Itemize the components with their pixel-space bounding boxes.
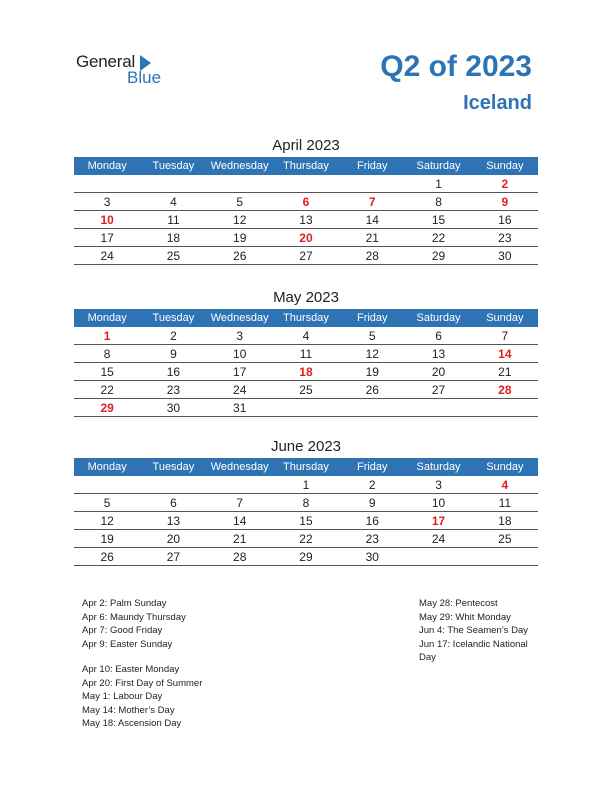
day-cell: 26 <box>74 548 140 566</box>
day-cell: 1 <box>405 175 471 193</box>
holiday-notes-left <box>82 597 202 731</box>
month-title: June 2023 <box>270 438 342 455</box>
week-row <box>74 211 538 229</box>
weekday-header: Saturday <box>405 157 471 175</box>
day-cell: 27 <box>405 381 471 399</box>
holiday-note: Jun 4: The Seamen’s Day <box>419 625 528 636</box>
week-row <box>74 193 538 211</box>
day-cell: 8 <box>74 345 140 363</box>
day-cell: 19 <box>339 363 405 381</box>
day-cell: 31 <box>207 399 273 417</box>
weekday-header-row <box>74 157 538 175</box>
empty-day-cell <box>472 399 538 417</box>
weekday-header: Friday <box>339 157 405 175</box>
day-cell: 30 <box>472 247 538 265</box>
day-cell: 24 <box>207 381 273 399</box>
day-cell: 11 <box>472 494 538 512</box>
week-row <box>74 327 538 345</box>
month-june <box>74 436 538 566</box>
day-cell: 17 <box>207 363 273 381</box>
empty-day-cell <box>273 175 339 193</box>
weekday-header: Thursday <box>273 157 339 175</box>
week-row <box>74 494 538 512</box>
day-cell: 17 <box>74 229 140 247</box>
day-cell: 29 <box>405 247 471 265</box>
day-cell: 2 <box>140 327 206 345</box>
day-cell: 15 <box>273 512 339 530</box>
weekday-header: Wednesday <box>207 157 273 175</box>
weekday-header: Tuesday <box>140 458 206 476</box>
day-cell: 20 <box>273 229 339 247</box>
day-cell: 5 <box>339 327 405 345</box>
month-title: April 2023 <box>272 137 340 154</box>
weekday-header-row <box>74 309 538 327</box>
day-cell: 6 <box>405 327 471 345</box>
day-cell: 11 <box>140 211 206 229</box>
weekday-header: Saturday <box>405 309 471 327</box>
day-cell: 25 <box>472 530 538 548</box>
day-cell: 13 <box>273 211 339 229</box>
holiday-note: Apr 9: Easter Sunday <box>82 638 173 650</box>
day-cell: 13 <box>140 512 206 530</box>
day-cell: 2 <box>339 476 405 494</box>
empty-day-cell <box>140 476 206 494</box>
day-cell: 16 <box>472 211 538 229</box>
day-cell: 18 <box>472 512 538 530</box>
day-cell: 14 <box>472 345 538 363</box>
logo-text-blue: Blue <box>127 68 162 87</box>
week-row <box>74 548 538 566</box>
day-cell: 1 <box>74 327 140 345</box>
holiday-note: May 29: Whit Monday <box>419 611 511 623</box>
day-cell: 7 <box>339 193 405 211</box>
day-cell: 13 <box>405 345 471 363</box>
day-cell: 10 <box>74 211 140 229</box>
day-cell: 23 <box>472 229 538 247</box>
week-row <box>74 229 538 247</box>
day-cell: 18 <box>140 229 206 247</box>
day-cell: 15 <box>405 211 471 229</box>
day-cell: 14 <box>207 512 273 530</box>
holiday-note: May 1: Labour Day <box>82 691 163 702</box>
day-cell: 26 <box>207 247 273 265</box>
day-cell: 27 <box>273 247 339 265</box>
day-cell: 17 <box>405 512 471 530</box>
holiday-note: May 18: Ascension Day <box>82 718 182 729</box>
weekday-header: Thursday <box>273 458 339 476</box>
day-cell: 16 <box>140 363 206 381</box>
month-title: May 2023 <box>273 289 339 306</box>
holiday-note: Apr 6: Maundy Thursday <box>82 611 186 623</box>
month-may <box>74 287 538 417</box>
day-cell: 2 <box>472 175 538 193</box>
holiday-notes-right <box>419 597 539 665</box>
calendar-grid <box>74 458 538 566</box>
day-cell: 25 <box>140 247 206 265</box>
day-cell: 12 <box>207 211 273 229</box>
day-cell: 26 <box>339 381 405 399</box>
month-april <box>74 135 538 265</box>
day-cell: 28 <box>207 548 273 566</box>
spacer <box>82 651 202 663</box>
day-cell: 7 <box>472 327 538 345</box>
day-cell: 15 <box>74 363 140 381</box>
empty-day-cell <box>405 399 471 417</box>
holiday-note: Apr 7: Good Friday <box>82 625 163 636</box>
day-cell: 12 <box>339 345 405 363</box>
day-cell: 29 <box>74 399 140 417</box>
day-cell: 20 <box>405 363 471 381</box>
calendar-grid <box>74 309 538 417</box>
weekday-header: Monday <box>74 309 140 327</box>
page-title: Q2 of 2023 <box>380 50 532 83</box>
empty-day-cell <box>207 476 273 494</box>
day-cell: 6 <box>140 494 206 512</box>
weekday-header: Tuesday <box>140 157 206 175</box>
weekday-header: Sunday <box>472 309 538 327</box>
holiday-note: Apr 20: First Day of Summer <box>82 677 203 689</box>
day-cell: 28 <box>472 381 538 399</box>
day-cell: 8 <box>273 494 339 512</box>
day-cell: 3 <box>74 193 140 211</box>
weekday-header: Monday <box>74 458 140 476</box>
day-cell: 16 <box>339 512 405 530</box>
empty-day-cell <box>74 175 140 193</box>
day-cell: 4 <box>273 327 339 345</box>
day-cell: 4 <box>140 193 206 211</box>
day-cell: 6 <box>273 193 339 211</box>
day-cell: 8 <box>405 193 471 211</box>
empty-day-cell <box>339 175 405 193</box>
empty-day-cell <box>273 399 339 417</box>
holiday-note: Apr 2: Palm Sunday <box>82 598 167 609</box>
weekday-header: Thursday <box>273 309 339 327</box>
day-cell: 14 <box>339 211 405 229</box>
page-subtitle: Iceland <box>463 92 532 114</box>
day-cell: 4 <box>472 476 538 494</box>
weekday-header: Tuesday <box>140 309 206 327</box>
week-row <box>74 247 538 265</box>
empty-day-cell <box>140 175 206 193</box>
week-row <box>74 381 538 399</box>
day-cell: 5 <box>207 193 273 211</box>
day-cell: 10 <box>207 345 273 363</box>
weekday-header: Wednesday <box>207 458 273 476</box>
day-cell: 10 <box>405 494 471 512</box>
day-cell: 21 <box>472 363 538 381</box>
day-cell: 27 <box>140 548 206 566</box>
day-cell: 21 <box>207 530 273 548</box>
weekday-header: Wednesday <box>207 309 273 327</box>
calendar-grid <box>74 157 538 265</box>
day-cell: 19 <box>74 530 140 548</box>
day-cell: 22 <box>273 530 339 548</box>
day-cell: 3 <box>207 327 273 345</box>
day-cell: 9 <box>472 193 538 211</box>
day-cell: 11 <box>273 345 339 363</box>
day-cell: 9 <box>140 345 206 363</box>
day-cell: 24 <box>405 530 471 548</box>
week-row <box>74 175 538 193</box>
week-row <box>74 345 538 363</box>
day-cell: 20 <box>140 530 206 548</box>
holiday-note: Jun 17: Icelandic National Day <box>419 638 528 663</box>
day-cell: 22 <box>405 229 471 247</box>
day-cell: 25 <box>273 381 339 399</box>
week-row <box>74 476 538 494</box>
day-cell: 5 <box>74 494 140 512</box>
day-cell: 22 <box>74 381 140 399</box>
empty-day-cell <box>74 476 140 494</box>
weekday-header: Sunday <box>472 157 538 175</box>
day-cell: 19 <box>207 229 273 247</box>
day-cell: 23 <box>339 530 405 548</box>
holiday-note: May 14: Mother’s Day <box>82 704 175 716</box>
day-cell: 18 <box>273 363 339 381</box>
day-cell: 12 <box>74 512 140 530</box>
day-cell: 29 <box>273 548 339 566</box>
day-cell: 24 <box>74 247 140 265</box>
weekday-header: Monday <box>74 157 140 175</box>
empty-day-cell <box>472 548 538 566</box>
day-cell: 21 <box>339 229 405 247</box>
weekday-header-row <box>74 458 538 476</box>
empty-day-cell <box>405 548 471 566</box>
generalblue-logo <box>76 52 176 88</box>
day-cell: 3 <box>405 476 471 494</box>
day-cell: 9 <box>339 494 405 512</box>
empty-day-cell <box>207 175 273 193</box>
empty-day-cell <box>339 399 405 417</box>
day-cell: 28 <box>339 247 405 265</box>
week-row <box>74 512 538 530</box>
week-row <box>74 530 538 548</box>
weekday-header: Friday <box>339 309 405 327</box>
weekday-header: Sunday <box>472 458 538 476</box>
week-row <box>74 399 538 417</box>
holiday-note: Apr 10: Easter Monday <box>82 664 180 675</box>
day-cell: 23 <box>140 381 206 399</box>
day-cell: 30 <box>140 399 206 417</box>
day-cell: 7 <box>207 494 273 512</box>
weekday-header: Saturday <box>405 458 471 476</box>
day-cell: 1 <box>273 476 339 494</box>
logo-text-general: General <box>76 52 136 71</box>
day-cell: 30 <box>339 548 405 566</box>
weekday-header: Friday <box>339 458 405 476</box>
holiday-note: May 28: Pentecost <box>419 598 498 609</box>
week-row <box>74 363 538 381</box>
